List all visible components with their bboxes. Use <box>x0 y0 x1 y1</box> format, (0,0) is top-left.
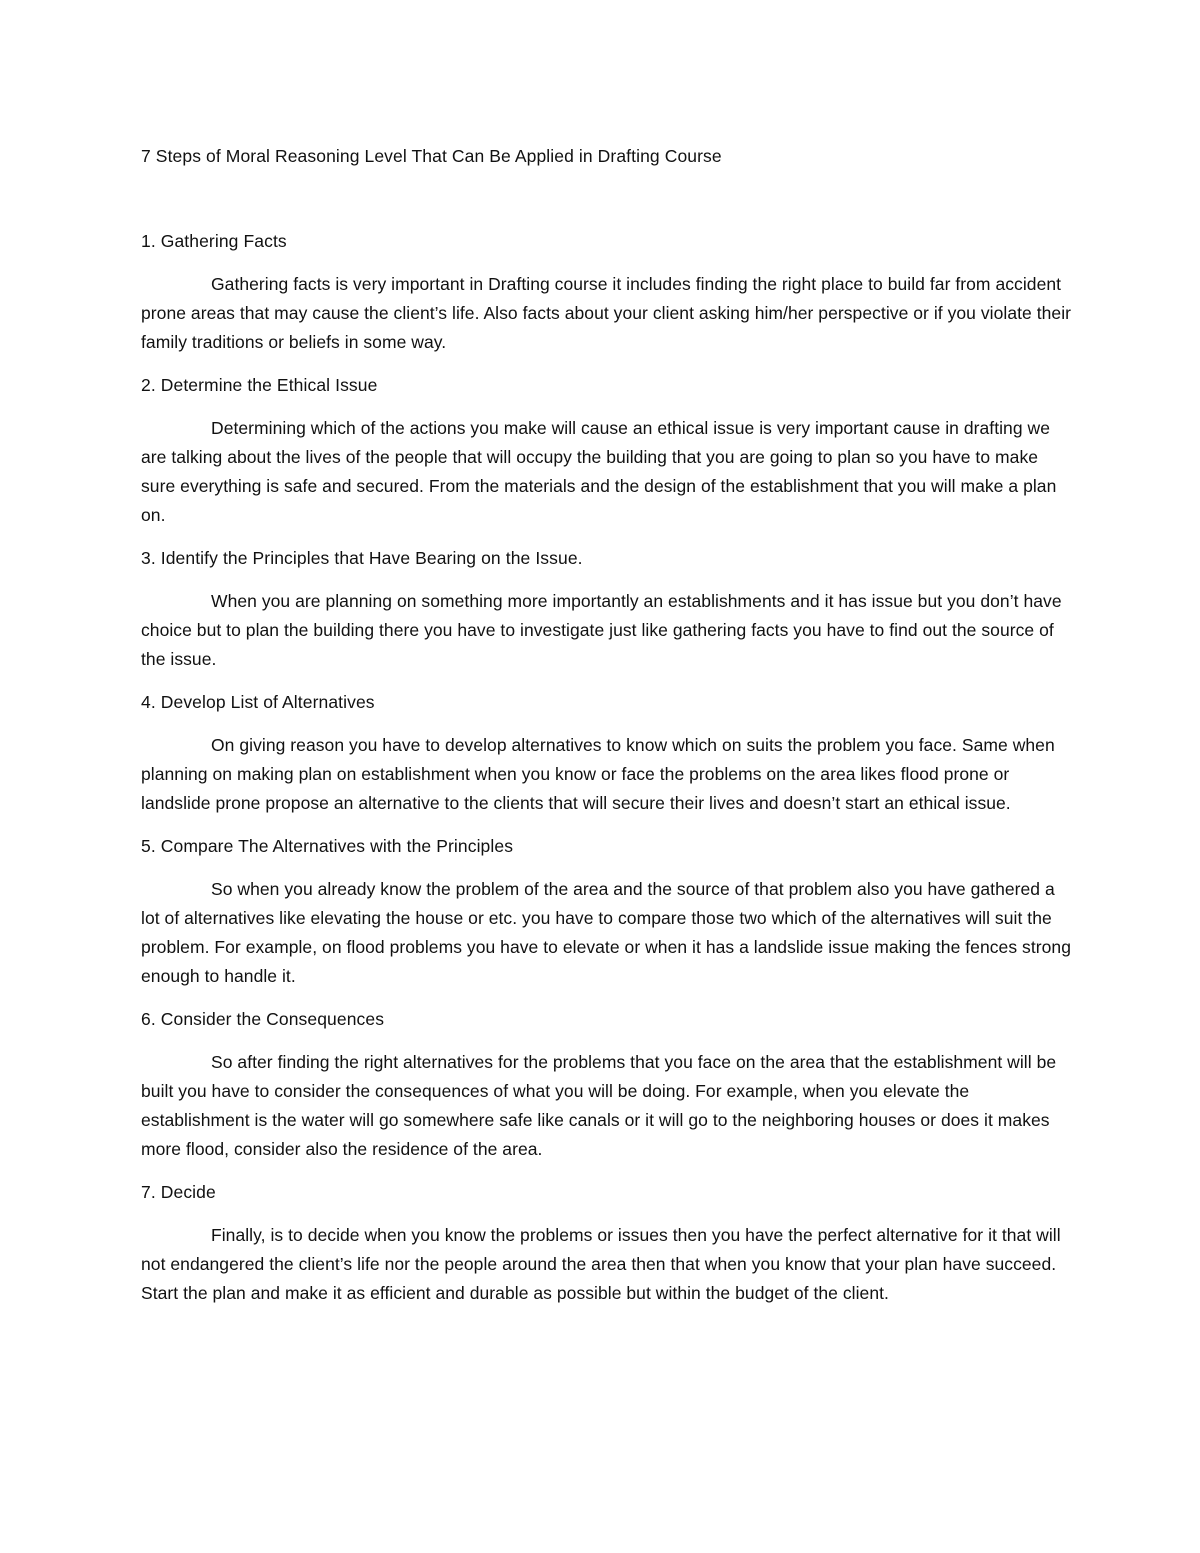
step-body: Finally, is to decide when you know the problems or issues then you have the perfect alternative for it that will not endangered the client’s life nor the people around the area then that when you know that your plan have succeed. Start the plan and make it as efficient and durable as possible but within the budget of the client. <box>141 1225 1061 1303</box>
step-body: Gathering facts is very important in Drafting course it includes finding the right place to build far from accident prone areas that may cause the client’s life. Also facts about your client asking him/her perspective or if you violate their family traditions or beliefs in some way. <box>141 274 1072 352</box>
step-6 <box>141 1005 1071 1164</box>
step-body: So when you already know the problem of the area and the source of that problem also you have gathered a lot of alternatives like elevating the house or etc. you have to compare those two which of the alternatives will suit the problem. For example, on flood problems you have to elevate or when it has a landslide issue making the fences strong enough to handle it. <box>141 879 1071 986</box>
step-5 <box>141 832 1071 991</box>
step-2 <box>141 371 1071 530</box>
document-content <box>141 142 1071 1322</box>
step-body: Determining which of the actions you make will cause an ethical issue is very important cause in drafting we are talking about the lives of the people that will occupy the building that you are going to plan so you have to make sure everything is safe and secured. From the materials and the design of the establishment that you will make a plan on. <box>141 418 1057 525</box>
document-title: 7 Steps of Moral Reasoning Level That Can Be Applied in Drafting Course <box>141 146 722 166</box>
step-heading: 3. Identify the Principles that Have Bearing on the Issue. <box>141 548 583 568</box>
step-7 <box>141 1178 1071 1308</box>
step-heading: 6. Consider the Consequences <box>141 1009 385 1029</box>
step-heading: 5. Compare The Alternatives with the Principles <box>141 836 514 856</box>
step-heading: 1. Gathering Facts <box>141 231 287 251</box>
step-heading: 2. Determine the Ethical Issue <box>141 375 378 395</box>
step-1 <box>141 227 1071 357</box>
step-heading: 4. Develop List of Alternatives <box>141 692 375 712</box>
step-4 <box>141 688 1071 818</box>
step-body: So after finding the right alternatives for the problems that you face on the area that the establishment will be built you have to consider the consequences of what you will be doing. For example, when you elevate the establishment is the water will go somewhere safe like canals or it will go to the neighboring houses or does it makes more flood, consider also the residence of the area. <box>141 1052 1057 1159</box>
step-3 <box>141 544 1071 674</box>
step-heading: 7. Decide <box>141 1182 216 1202</box>
step-body: When you are planning on something more importantly an establishments and it has issue but you don’t have choice but to plan the building there you have to investigate just like gathering facts you have to find out the source of the issue. <box>141 591 1062 669</box>
step-body: On giving reason you have to develop alternatives to know which on suits the problem you face. Same when planning on making plan on establishment when you know or face the problems on the area likes flood prone or landslide prone propose an alternative to the clients that will secure their lives and doesn’t start an ethical issue. <box>141 735 1055 813</box>
